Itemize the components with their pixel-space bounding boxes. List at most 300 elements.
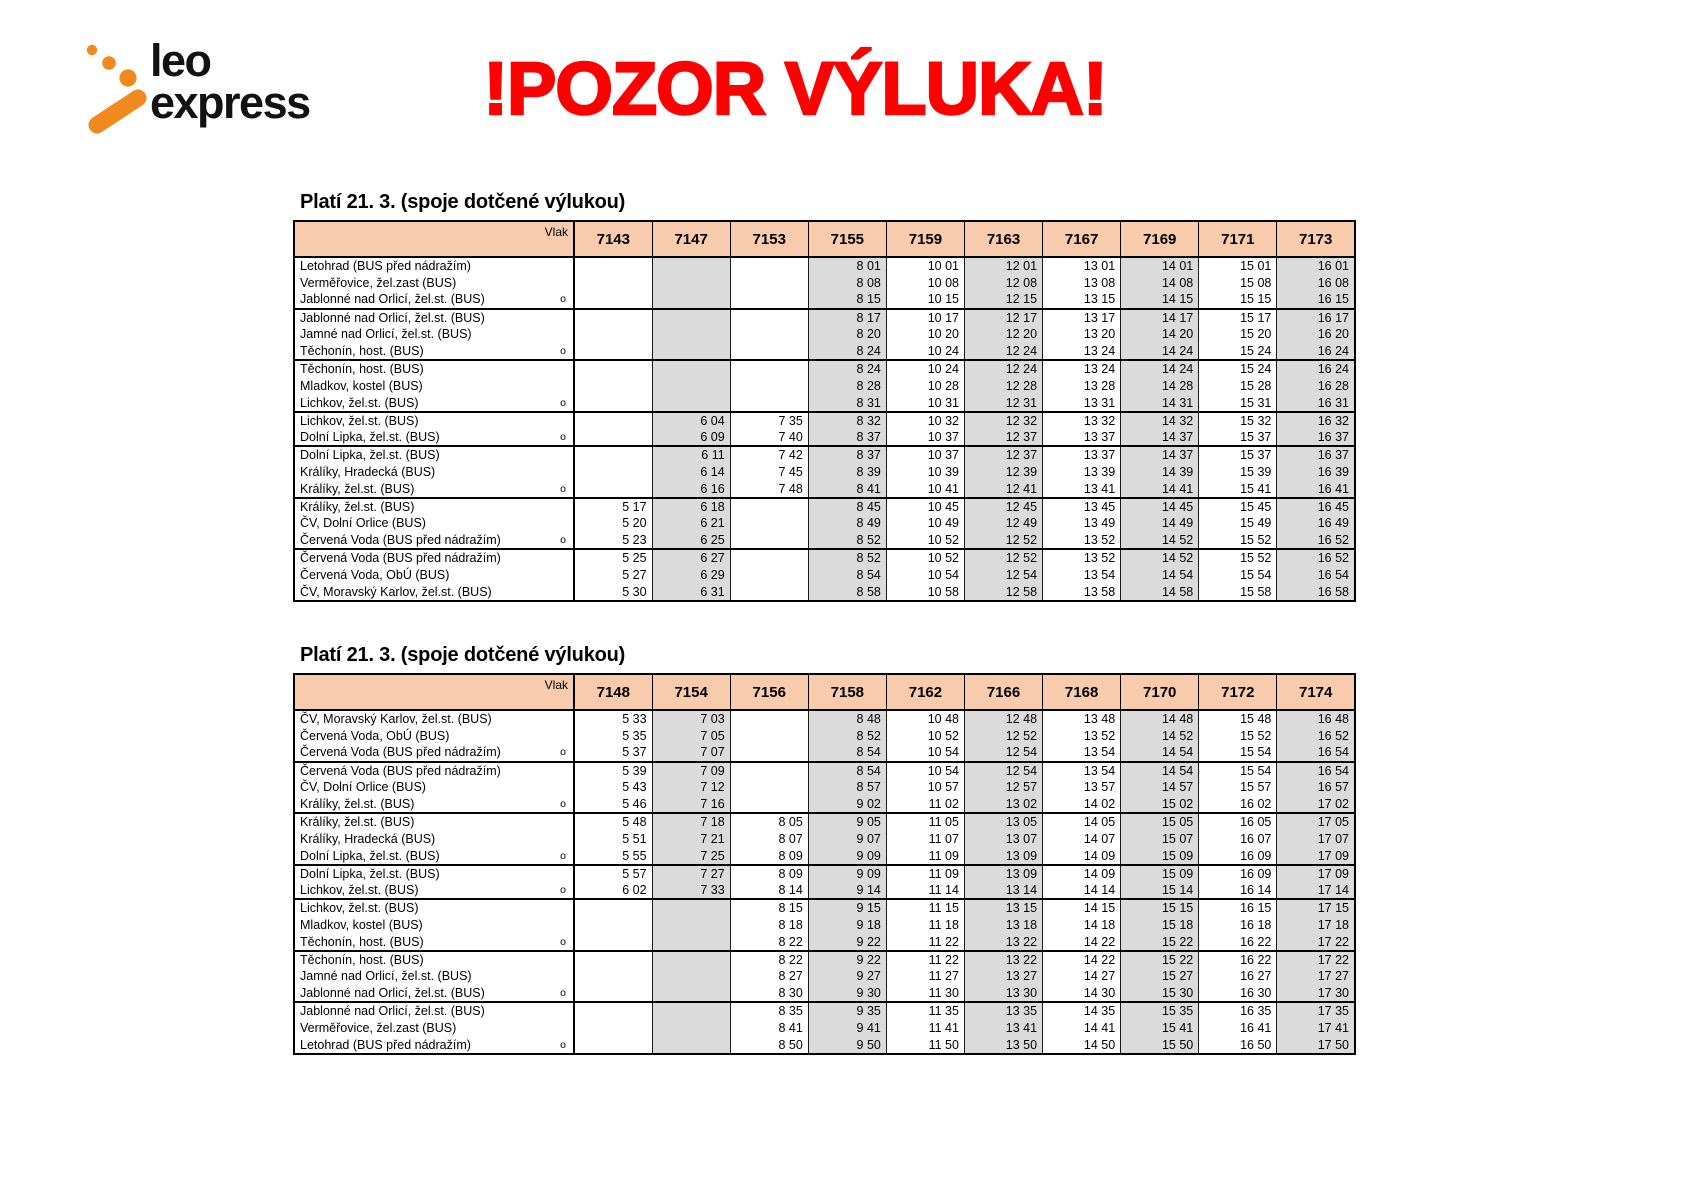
time-cell: 15 58 bbox=[1199, 584, 1277, 601]
time-cell: 14 39 bbox=[1121, 463, 1199, 480]
time-cell: 8 14 bbox=[730, 882, 808, 899]
time-cell: 13 54 bbox=[1043, 762, 1121, 779]
time-cell: 16 37 bbox=[1277, 446, 1355, 463]
time-cell: 12 37 bbox=[964, 429, 1042, 446]
timetable-row bbox=[294, 377, 1355, 394]
time-cell: 12 01 bbox=[964, 257, 1042, 274]
stop-marker-empty bbox=[520, 899, 574, 916]
timetable-row bbox=[294, 549, 1355, 566]
time-cell bbox=[730, 498, 808, 515]
timetable-block-2 bbox=[293, 644, 1356, 1055]
time-cell: 14 41 bbox=[1121, 480, 1199, 497]
time-cell: 13 28 bbox=[1043, 377, 1121, 394]
time-cell: 10 15 bbox=[886, 291, 964, 308]
time-cell bbox=[574, 274, 652, 291]
vlak-header-cell: Vlak bbox=[294, 674, 574, 710]
time-cell: 8 07 bbox=[730, 830, 808, 847]
time-cell: 8 35 bbox=[730, 1002, 808, 1019]
timetable-row bbox=[294, 762, 1355, 779]
time-cell: 10 31 bbox=[886, 395, 964, 412]
time-cell bbox=[652, 916, 730, 933]
time-cell: 10 54 bbox=[886, 566, 964, 583]
timetable-row bbox=[294, 463, 1355, 480]
time-cell: 15 30 bbox=[1121, 985, 1199, 1002]
time-cell: 13 01 bbox=[1043, 257, 1121, 274]
time-cell: 10 28 bbox=[886, 377, 964, 394]
time-cell: 9 14 bbox=[808, 882, 886, 899]
time-cell: 5 35 bbox=[574, 727, 652, 744]
time-cell: 12 31 bbox=[964, 395, 1042, 412]
time-cell: 6 04 bbox=[652, 412, 730, 429]
time-cell: 13 54 bbox=[1043, 566, 1121, 583]
time-cell: 5 43 bbox=[574, 779, 652, 796]
station-name: Mladkov, kostel (BUS) bbox=[300, 917, 423, 932]
stop-marker-empty bbox=[520, 566, 574, 583]
time-cell: 14 14 bbox=[1043, 882, 1121, 899]
time-cell: 8 24 bbox=[808, 343, 886, 360]
stop-marker: o bbox=[520, 343, 574, 360]
time-cell: 14 57 bbox=[1121, 779, 1199, 796]
stop-marker-empty bbox=[520, 274, 574, 291]
stop-marker-empty bbox=[520, 446, 574, 463]
stop-marker: o bbox=[520, 291, 574, 308]
time-cell: 7 27 bbox=[652, 865, 730, 882]
time-cell: 16 27 bbox=[1199, 968, 1277, 985]
time-cell: 5 57 bbox=[574, 865, 652, 882]
time-cell: 14 54 bbox=[1121, 762, 1199, 779]
time-cell bbox=[574, 968, 652, 985]
stop-marker-empty bbox=[520, 515, 574, 532]
stop-marker-empty bbox=[520, 360, 574, 377]
time-cell: 11 41 bbox=[886, 1019, 964, 1036]
stop-marker-empty bbox=[520, 498, 574, 515]
time-cell: 14 45 bbox=[1121, 498, 1199, 515]
stop-marker: o bbox=[520, 882, 574, 899]
station-name: Jamné nad Orlicí, žel.st. (BUS) bbox=[300, 327, 472, 342]
time-cell bbox=[730, 343, 808, 360]
time-cell bbox=[574, 951, 652, 968]
time-cell: 6 14 bbox=[652, 463, 730, 480]
time-cell: 11 07 bbox=[886, 830, 964, 847]
station-name: Červená Voda (BUS před nádražím) bbox=[294, 744, 520, 761]
timetable-row bbox=[294, 727, 1355, 744]
time-cell: 7 42 bbox=[730, 446, 808, 463]
station-name: Letohrad (BUS před nádražím) bbox=[300, 1037, 471, 1052]
time-cell: 15 02 bbox=[1121, 796, 1199, 813]
time-cell: 14 50 bbox=[1043, 1037, 1121, 1054]
timetable-row bbox=[294, 779, 1355, 796]
time-cell: 13 09 bbox=[964, 865, 1042, 882]
time-cell: 10 45 bbox=[886, 498, 964, 515]
time-cell: 16 52 bbox=[1277, 549, 1355, 566]
time-cell: 15 28 bbox=[1199, 377, 1277, 394]
time-cell: 16 15 bbox=[1277, 291, 1355, 308]
time-cell: 10 39 bbox=[886, 463, 964, 480]
time-cell: 15 37 bbox=[1199, 429, 1277, 446]
timetable-row bbox=[294, 291, 1355, 308]
time-cell: 14 02 bbox=[1043, 796, 1121, 813]
time-cell: 13 39 bbox=[1043, 463, 1121, 480]
time-cell bbox=[574, 257, 652, 274]
time-cell: 15 22 bbox=[1121, 933, 1199, 950]
time-cell: 16 32 bbox=[1277, 412, 1355, 429]
stop-marker: o bbox=[520, 848, 574, 865]
time-cell: 5 30 bbox=[574, 584, 652, 601]
header-row bbox=[294, 674, 1355, 710]
time-cell: 6 31 bbox=[652, 584, 730, 601]
time-cell: 10 58 bbox=[886, 584, 964, 601]
train-header-7159: 7159 bbox=[886, 221, 964, 257]
time-cell bbox=[574, 933, 652, 950]
time-cell: 9 27 bbox=[808, 968, 886, 985]
timetable-row bbox=[294, 532, 1355, 549]
time-cell: 16 30 bbox=[1199, 985, 1277, 1002]
station-name: Dolní Lipka, žel.st. (BUS) bbox=[300, 866, 440, 881]
time-cell: 15 18 bbox=[1121, 916, 1199, 933]
time-cell: 9 22 bbox=[808, 951, 886, 968]
header-row bbox=[294, 221, 1355, 257]
time-cell: 16 22 bbox=[1199, 951, 1277, 968]
time-cell: 13 52 bbox=[1043, 549, 1121, 566]
time-cell: 15 57 bbox=[1199, 779, 1277, 796]
time-cell: 13 09 bbox=[964, 848, 1042, 865]
time-cell: 5 55 bbox=[574, 848, 652, 865]
time-cell: 16 54 bbox=[1277, 744, 1355, 761]
timetable-row bbox=[294, 744, 1355, 761]
time-cell: 15 15 bbox=[1121, 899, 1199, 916]
logo-text-line1: leo bbox=[150, 35, 211, 86]
time-cell: 16 39 bbox=[1277, 463, 1355, 480]
time-cell: 16 58 bbox=[1277, 584, 1355, 601]
time-cell: 16 22 bbox=[1199, 933, 1277, 950]
time-cell bbox=[652, 343, 730, 360]
time-cell: 16 17 bbox=[1277, 309, 1355, 326]
time-cell: 8 15 bbox=[730, 899, 808, 916]
time-cell: 14 08 bbox=[1121, 274, 1199, 291]
time-cell: 15 41 bbox=[1121, 1019, 1199, 1036]
time-cell bbox=[652, 377, 730, 394]
time-cell bbox=[730, 779, 808, 796]
stop-marker: o bbox=[520, 1037, 574, 1054]
stop-marker-empty bbox=[520, 1002, 574, 1019]
time-cell: 15 41 bbox=[1199, 480, 1277, 497]
time-cell: 5 17 bbox=[574, 498, 652, 515]
time-cell: 8 09 bbox=[730, 848, 808, 865]
timetable-row bbox=[294, 309, 1355, 326]
time-cell: 7 16 bbox=[652, 796, 730, 813]
time-cell: 14 15 bbox=[1043, 899, 1121, 916]
time-cell: 15 09 bbox=[1121, 848, 1199, 865]
station-name: Těchonín, host. (BUS) bbox=[294, 933, 520, 950]
time-cell bbox=[574, 899, 652, 916]
time-cell: 14 37 bbox=[1121, 429, 1199, 446]
time-cell: 16 54 bbox=[1277, 566, 1355, 583]
timetable-row bbox=[294, 326, 1355, 343]
time-cell: 8 08 bbox=[808, 274, 886, 291]
time-cell: 12 08 bbox=[964, 274, 1042, 291]
time-cell: 10 20 bbox=[886, 326, 964, 343]
time-cell: 8 57 bbox=[808, 779, 886, 796]
time-cell: 10 49 bbox=[886, 515, 964, 532]
time-cell bbox=[730, 515, 808, 532]
time-cell: 7 35 bbox=[730, 412, 808, 429]
time-cell: 8 54 bbox=[808, 744, 886, 761]
time-cell: 13 37 bbox=[1043, 446, 1121, 463]
time-cell: 6 27 bbox=[652, 549, 730, 566]
time-cell: 8 52 bbox=[808, 549, 886, 566]
time-cell: 12 52 bbox=[964, 549, 1042, 566]
time-cell: 10 37 bbox=[886, 446, 964, 463]
time-cell: 15 54 bbox=[1199, 566, 1277, 583]
time-cell: 12 17 bbox=[964, 309, 1042, 326]
station-name: Králíky, žel.st. (BUS) bbox=[300, 499, 415, 514]
time-cell: 12 37 bbox=[964, 446, 1042, 463]
time-cell bbox=[574, 1019, 652, 1036]
time-cell: 15 15 bbox=[1199, 291, 1277, 308]
time-cell bbox=[574, 985, 652, 1002]
time-cell: 14 41 bbox=[1043, 1019, 1121, 1036]
timetable-row bbox=[294, 865, 1355, 882]
time-cell: 11 27 bbox=[886, 968, 964, 985]
time-cell: 13 45 bbox=[1043, 498, 1121, 515]
time-cell: 16 57 bbox=[1277, 779, 1355, 796]
time-cell: 15 22 bbox=[1121, 951, 1199, 968]
time-cell: 11 18 bbox=[886, 916, 964, 933]
stop-marker-empty bbox=[520, 865, 574, 882]
timetable-row bbox=[294, 412, 1355, 429]
stop-marker-empty bbox=[520, 710, 574, 727]
station-name: Červená Voda (BUS před nádražím) bbox=[294, 532, 520, 549]
time-cell: 7 18 bbox=[652, 813, 730, 830]
station-name: Dolní Lipka, žel.st. (BUS) bbox=[294, 848, 520, 865]
time-cell: 15 52 bbox=[1199, 727, 1277, 744]
time-cell: 15 54 bbox=[1199, 744, 1277, 761]
time-cell: 13 08 bbox=[1043, 274, 1121, 291]
time-cell: 12 49 bbox=[964, 515, 1042, 532]
time-cell: 8 24 bbox=[808, 360, 886, 377]
stop-marker-empty bbox=[520, 951, 574, 968]
stop-marker: o bbox=[520, 480, 574, 497]
time-cell: 16 48 bbox=[1277, 710, 1355, 727]
time-cell bbox=[574, 360, 652, 377]
leo-express-logo-text bbox=[150, 35, 310, 128]
timetable-row bbox=[294, 951, 1355, 968]
timetable-row bbox=[294, 933, 1355, 950]
timetable-row bbox=[294, 916, 1355, 933]
time-cell bbox=[652, 309, 730, 326]
time-cell: 15 24 bbox=[1199, 360, 1277, 377]
station-name: Jablonné nad Orlicí, žel.st. (BUS) bbox=[300, 310, 485, 325]
timetable-row bbox=[294, 968, 1355, 985]
time-cell: 10 52 bbox=[886, 532, 964, 549]
time-cell: 12 39 bbox=[964, 463, 1042, 480]
time-cell: 13 20 bbox=[1043, 326, 1121, 343]
time-cell: 16 31 bbox=[1277, 395, 1355, 412]
time-cell: 13 52 bbox=[1043, 727, 1121, 744]
time-cell: 14 31 bbox=[1121, 395, 1199, 412]
time-cell bbox=[652, 1002, 730, 1019]
time-cell: 9 15 bbox=[808, 899, 886, 916]
time-cell: 15 35 bbox=[1121, 1002, 1199, 1019]
time-cell: 5 39 bbox=[574, 762, 652, 779]
train-header-7171: 7171 bbox=[1199, 221, 1277, 257]
time-cell: 12 24 bbox=[964, 343, 1042, 360]
train-header-7174: 7174 bbox=[1277, 674, 1355, 710]
time-cell bbox=[730, 727, 808, 744]
train-header-7168: 7168 bbox=[1043, 674, 1121, 710]
time-cell bbox=[652, 360, 730, 377]
time-cell bbox=[730, 566, 808, 583]
stop-marker-empty bbox=[520, 727, 574, 744]
time-cell: 12 41 bbox=[964, 480, 1042, 497]
time-cell bbox=[730, 549, 808, 566]
stop-marker-empty bbox=[520, 830, 574, 847]
time-cell: 7 40 bbox=[730, 429, 808, 446]
stop-marker-empty bbox=[520, 463, 574, 480]
time-cell: 5 27 bbox=[574, 566, 652, 583]
time-cell: 11 05 bbox=[886, 813, 964, 830]
time-cell: 10 01 bbox=[886, 257, 964, 274]
time-cell: 17 22 bbox=[1277, 951, 1355, 968]
time-cell: 13 50 bbox=[964, 1037, 1042, 1054]
station-name: Dolní Lipka, žel.st. (BUS) bbox=[300, 448, 440, 463]
station-name: Těchonín, host. (BUS) bbox=[300, 362, 424, 377]
time-cell: 6 02 bbox=[574, 882, 652, 899]
time-cell: 15 27 bbox=[1121, 968, 1199, 985]
time-cell bbox=[730, 762, 808, 779]
time-cell: 5 37 bbox=[574, 744, 652, 761]
time-cell: 16 52 bbox=[1277, 532, 1355, 549]
time-cell: 14 15 bbox=[1121, 291, 1199, 308]
time-cell: 16 18 bbox=[1199, 916, 1277, 933]
time-cell: 12 48 bbox=[964, 710, 1042, 727]
time-cell: 16 50 bbox=[1199, 1037, 1277, 1054]
stop-marker: o bbox=[520, 395, 574, 412]
time-cell: 13 24 bbox=[1043, 343, 1121, 360]
timetable-row bbox=[294, 515, 1355, 532]
station-name: Červená Voda, ObÚ (BUS) bbox=[300, 567, 450, 582]
time-cell: 12 58 bbox=[964, 584, 1042, 601]
stop-marker: o bbox=[520, 429, 574, 446]
timetable-row bbox=[294, 480, 1355, 497]
time-cell: 15 45 bbox=[1199, 498, 1277, 515]
time-cell: 10 54 bbox=[886, 744, 964, 761]
time-cell: 5 33 bbox=[574, 710, 652, 727]
time-cell bbox=[730, 326, 808, 343]
time-cell: 8 52 bbox=[808, 532, 886, 549]
time-cell: 14 52 bbox=[1121, 532, 1199, 549]
time-cell: 14 32 bbox=[1121, 412, 1199, 429]
time-cell: 14 54 bbox=[1121, 566, 1199, 583]
time-cell: 15 54 bbox=[1199, 762, 1277, 779]
time-cell: 10 52 bbox=[886, 549, 964, 566]
time-cell bbox=[574, 291, 652, 308]
station-name: Lichkov, žel.st. (BUS) bbox=[294, 395, 520, 412]
time-cell: 13 32 bbox=[1043, 412, 1121, 429]
time-cell: 17 50 bbox=[1277, 1037, 1355, 1054]
time-cell: 13 17 bbox=[1043, 309, 1121, 326]
time-cell: 12 20 bbox=[964, 326, 1042, 343]
time-cell: 14 52 bbox=[1121, 549, 1199, 566]
time-cell: 17 30 bbox=[1277, 985, 1355, 1002]
time-cell bbox=[574, 916, 652, 933]
time-cell: 7 05 bbox=[652, 727, 730, 744]
time-cell: 17 35 bbox=[1277, 1002, 1355, 1019]
timetable-row bbox=[294, 446, 1355, 463]
time-cell: 8 09 bbox=[730, 865, 808, 882]
train-header-7162: 7162 bbox=[886, 674, 964, 710]
time-cell: 5 23 bbox=[574, 532, 652, 549]
time-cell: 13 15 bbox=[964, 899, 1042, 916]
time-cell: 17 09 bbox=[1277, 865, 1355, 882]
time-cell bbox=[652, 968, 730, 985]
time-cell: 8 20 bbox=[808, 326, 886, 343]
station-name: Jablonné nad Orlicí, žel.st. (BUS) bbox=[294, 985, 520, 1002]
time-cell bbox=[730, 395, 808, 412]
timetable-row bbox=[294, 899, 1355, 916]
time-cell: 5 48 bbox=[574, 813, 652, 830]
time-cell: 17 05 bbox=[1277, 813, 1355, 830]
time-cell bbox=[652, 985, 730, 1002]
stop-marker-empty bbox=[520, 326, 574, 343]
station-name: ČV, Moravský Karlov, žel.st. (BUS) bbox=[300, 712, 492, 727]
time-cell bbox=[730, 744, 808, 761]
time-cell: 13 52 bbox=[1043, 532, 1121, 549]
time-cell bbox=[574, 480, 652, 497]
time-cell: 15 48 bbox=[1199, 710, 1277, 727]
timetable-block-1 bbox=[293, 191, 1356, 602]
time-cell: 13 41 bbox=[964, 1019, 1042, 1036]
time-cell: 13 07 bbox=[964, 830, 1042, 847]
stop-marker-empty bbox=[520, 549, 574, 566]
station-name: Verměřovice, žel.zast (BUS) bbox=[300, 275, 457, 290]
time-cell: 8 31 bbox=[808, 395, 886, 412]
station-name: Lichkov, žel.st. (BUS) bbox=[300, 413, 419, 428]
time-cell: 12 15 bbox=[964, 291, 1042, 308]
time-cell bbox=[730, 309, 808, 326]
time-cell bbox=[652, 257, 730, 274]
time-cell: 15 14 bbox=[1121, 882, 1199, 899]
timetable-row bbox=[294, 566, 1355, 583]
time-cell bbox=[730, 291, 808, 308]
station-name: Těchonín, host. (BUS) bbox=[294, 343, 520, 360]
time-cell: 6 25 bbox=[652, 532, 730, 549]
time-cell: 11 35 bbox=[886, 1002, 964, 1019]
time-cell bbox=[730, 274, 808, 291]
time-cell bbox=[730, 360, 808, 377]
time-cell: 13 35 bbox=[964, 1002, 1042, 1019]
time-cell: 15 39 bbox=[1199, 463, 1277, 480]
time-cell: 15 07 bbox=[1121, 830, 1199, 847]
time-cell: 14 30 bbox=[1043, 985, 1121, 1002]
time-cell: 13 24 bbox=[1043, 360, 1121, 377]
time-cell bbox=[574, 309, 652, 326]
time-cell: 6 11 bbox=[652, 446, 730, 463]
time-cell: 11 09 bbox=[886, 865, 964, 882]
time-cell: 12 54 bbox=[964, 744, 1042, 761]
time-cell: 7 03 bbox=[652, 710, 730, 727]
time-cell: 14 09 bbox=[1043, 848, 1121, 865]
timetable-row bbox=[294, 1002, 1355, 1019]
time-cell: 7 33 bbox=[652, 882, 730, 899]
time-cell: 17 07 bbox=[1277, 830, 1355, 847]
time-cell: 13 05 bbox=[964, 813, 1042, 830]
time-cell: 9 05 bbox=[808, 813, 886, 830]
time-cell: 12 45 bbox=[964, 498, 1042, 515]
time-cell: 11 09 bbox=[886, 848, 964, 865]
time-cell: 16 08 bbox=[1277, 274, 1355, 291]
time-cell: 14 01 bbox=[1121, 257, 1199, 274]
